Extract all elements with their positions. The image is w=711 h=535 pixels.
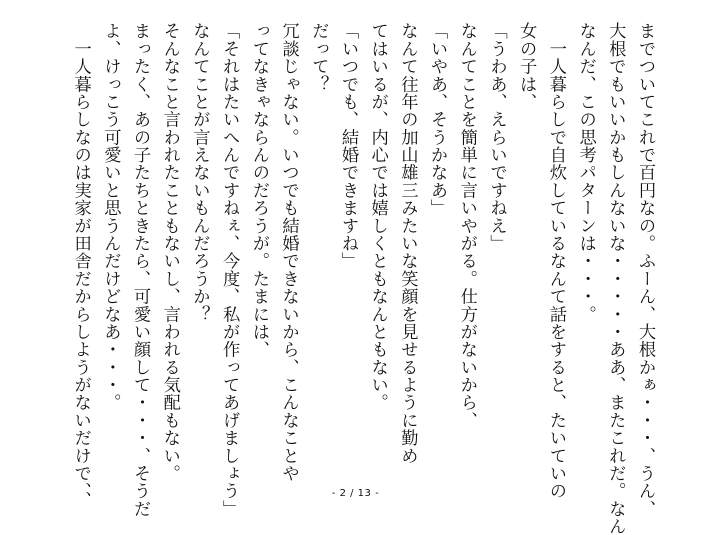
text-line: ってなきゃならんのだろうが。たまには、 <box>248 22 269 359</box>
text-line: まったく、あの子たちときたら、可愛い顔して・・・、そうだ <box>130 22 151 518</box>
text-line: よ、けっこう可愛いと思うんだけどなあ・・・。 <box>100 22 121 412</box>
text-line: 「いやあ、そうかなあ」 <box>427 22 448 217</box>
text-line: なんて往年の加山雄三みたいな笑顔を見せるように勤め <box>397 22 418 465</box>
page-number: - 2 / 13 - <box>331 488 380 499</box>
text-line: だって？ <box>308 22 329 93</box>
text-line: てはいるが、内心では嬉しくともなんともない。 <box>367 22 388 412</box>
text-line: 冗談じゃない。いつでも結婚できないから、こんなことや <box>278 22 299 482</box>
text-line: 「いつでも、結婚できますね」 <box>337 22 358 270</box>
text-line: なんてことを簡単に言いやがる。仕方がないから、 <box>456 22 477 429</box>
text-line: までついてこれで百円なの。ふーん、大根かぁ・・・、うん、 <box>635 22 655 518</box>
text-line: なんてことが言えないもんだろうか？ <box>189 22 210 323</box>
text-line: 女の子は、 <box>516 22 537 111</box>
text-line: 一人暮らしなのは実家が田舎だからしようがないだけで、、 <box>70 22 91 509</box>
text-line: そんなこと言われたこともないし、言われる気配もない。 <box>159 22 180 482</box>
text-line: 「それはたいへんですねぇ、今度、私が作ってあげましょう」 <box>219 22 240 518</box>
text-line: なんだ、この思考パターンは・・・。 <box>575 22 596 323</box>
text-line: 大根でもいいかもしんないな・・・・・ああ、またこれだ。なん <box>605 22 626 535</box>
text-line: 一人暮らしで自炊しているなんて話をすると、たいていの <box>545 22 566 500</box>
text-line: 「うわあ、えらいですねえ」 <box>486 22 507 252</box>
